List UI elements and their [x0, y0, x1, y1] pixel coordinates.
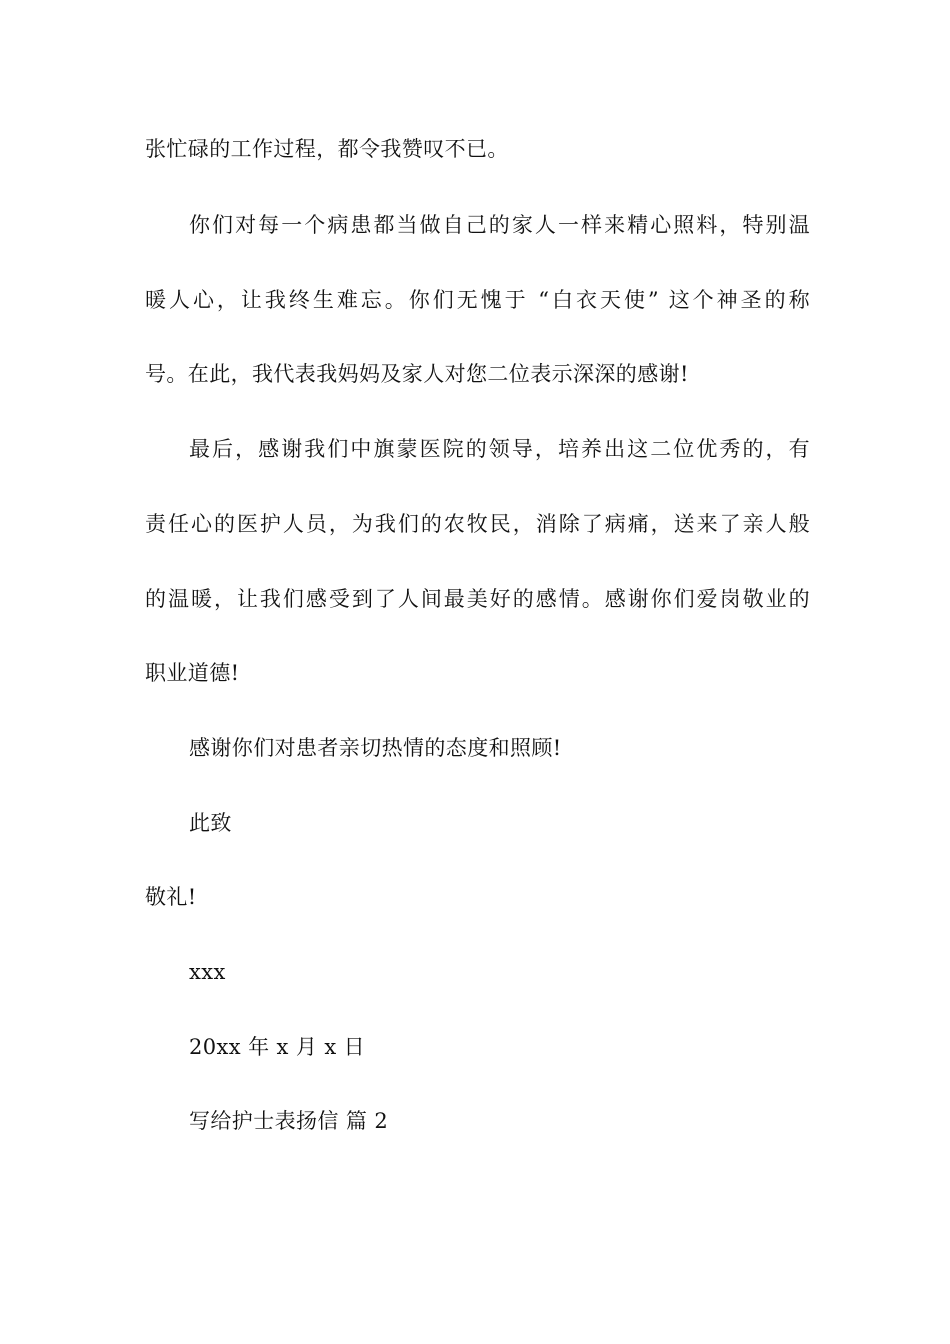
paragraph-line-6: 责任心的医护人员，为我们的农牧民，消除了病痛，送来了亲人般 — [145, 512, 810, 536]
paragraph-line-5: 最后，感谢我们中旗蒙医院的领导，培养出这二位优秀的，有 — [189, 437, 810, 461]
paragraph-line-1: 张忙碌的工作过程，都令我赞叹不已。 — [145, 137, 509, 161]
paragraph-line-7: 的温暖，让我们感受到了人间最美好的感情。感谢你们爱岗敬业的 — [145, 587, 810, 611]
paragraph-line-4: 号。在此，我代表我妈妈及家人对您二位表示深深的感谢! — [145, 362, 689, 386]
paragraph-line-8: 职业道德! — [145, 661, 240, 685]
signature-name: xxx — [189, 960, 226, 984]
section-heading: 写给护士表扬信 篇 2 — [189, 1109, 389, 1133]
salutation: 敬礼! — [145, 885, 197, 909]
thanks-line: 感谢你们对患者亲切热情的态度和照顾! — [189, 736, 562, 760]
signature-date: 20xx 年 x 月 x 日 — [189, 1035, 366, 1059]
paragraph-line-2: 你们对每一个病患都当做自己的家人一样来精心照料，特别温 — [189, 213, 810, 237]
closing-phrase: 此致 — [189, 811, 232, 835]
paragraph-line-3: 暖人心，让我终生难忘。你们无愧于 “白衣天使” 这个神圣的称 — [145, 288, 810, 312]
